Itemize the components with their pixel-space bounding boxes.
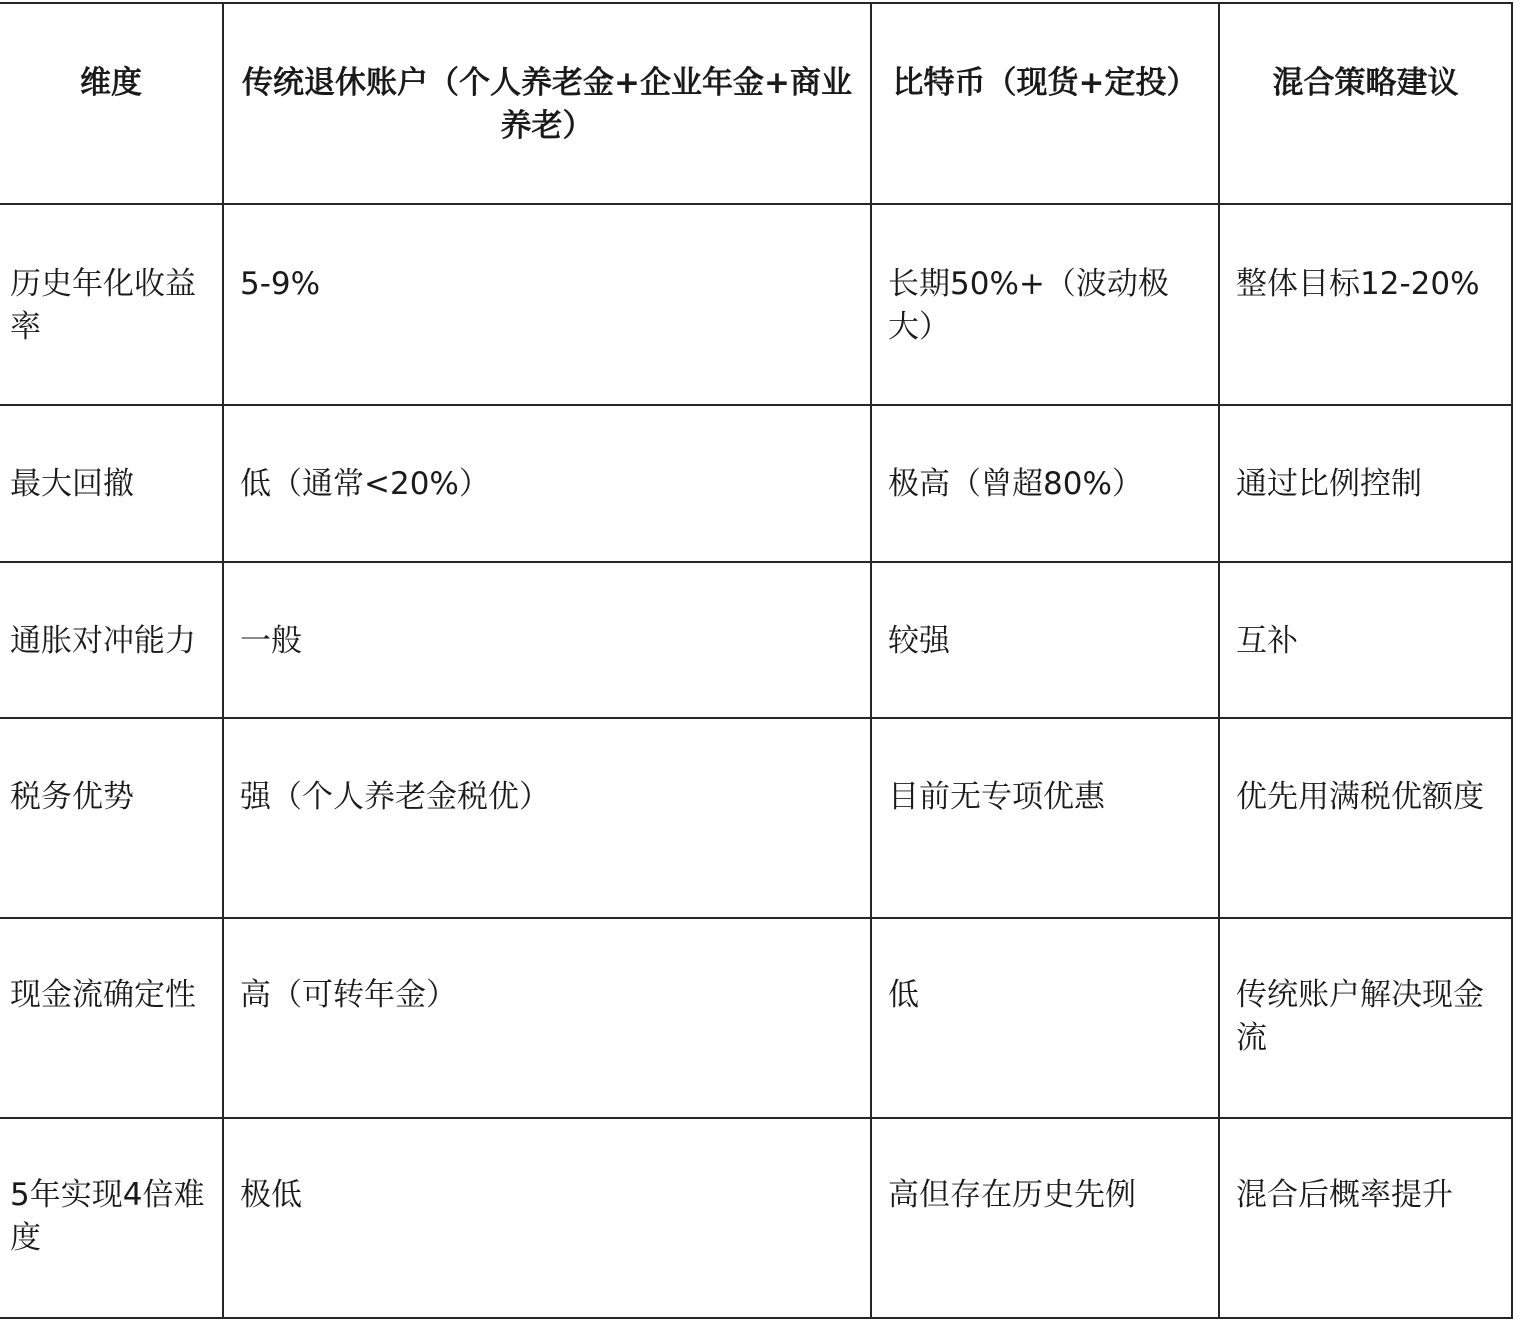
cell-bitcoin: 低	[871, 918, 1219, 1118]
table-row	[0, 405, 1512, 562]
cell-dimension: 通胀对冲能力	[0, 562, 223, 718]
cell-traditional: 一般	[223, 562, 871, 718]
cell-bitcoin: 高但存在历史先例	[871, 1118, 1219, 1318]
cell-bitcoin: 较强	[871, 562, 1219, 718]
table-row	[0, 718, 1512, 918]
cell-hybrid: 整体目标12-20%	[1219, 204, 1512, 405]
cell-dimension: 历史年化收益率	[0, 204, 223, 405]
cell-traditional: 5-9%	[223, 204, 871, 405]
header-dimension: 维度	[0, 3, 223, 204]
header-bitcoin: 比特币（现货+定投）	[871, 3, 1219, 204]
table-body	[0, 204, 1512, 1318]
table-row	[0, 918, 1512, 1118]
table-row	[0, 204, 1512, 405]
header-row	[0, 3, 1512, 204]
cell-dimension: 5年实现4倍难度	[0, 1118, 223, 1318]
cell-hybrid: 互补	[1219, 562, 1512, 718]
table-row	[0, 562, 1512, 718]
cell-traditional: 高（可转年金）	[223, 918, 871, 1118]
table-header	[0, 3, 1512, 204]
cell-traditional: 极低	[223, 1118, 871, 1318]
cell-dimension: 最大回撤	[0, 405, 223, 562]
header-traditional-retirement: 传统退休账户（个人养老金+企业年金+商业养老）	[223, 3, 871, 204]
cell-bitcoin: 极高（曾超80%）	[871, 405, 1219, 562]
header-hybrid-strategy: 混合策略建议	[1219, 3, 1512, 204]
cell-dimension: 税务优势	[0, 718, 223, 918]
cell-bitcoin: 长期50%+（波动极大）	[871, 204, 1219, 405]
cell-traditional: 低（通常<20%）	[223, 405, 871, 562]
cell-hybrid: 传统账户解决现金流	[1219, 918, 1512, 1118]
cell-hybrid: 通过比例控制	[1219, 405, 1512, 562]
cell-dimension: 现金流确定性	[0, 918, 223, 1118]
cell-bitcoin: 目前无专项优惠	[871, 718, 1219, 918]
cell-traditional: 强（个人养老金税优）	[223, 718, 871, 918]
cell-hybrid: 优先用满税优额度	[1219, 718, 1512, 918]
cell-hybrid: 混合后概率提升	[1219, 1118, 1512, 1318]
table-row	[0, 1118, 1512, 1318]
comparison-table	[0, 2, 1513, 1319]
